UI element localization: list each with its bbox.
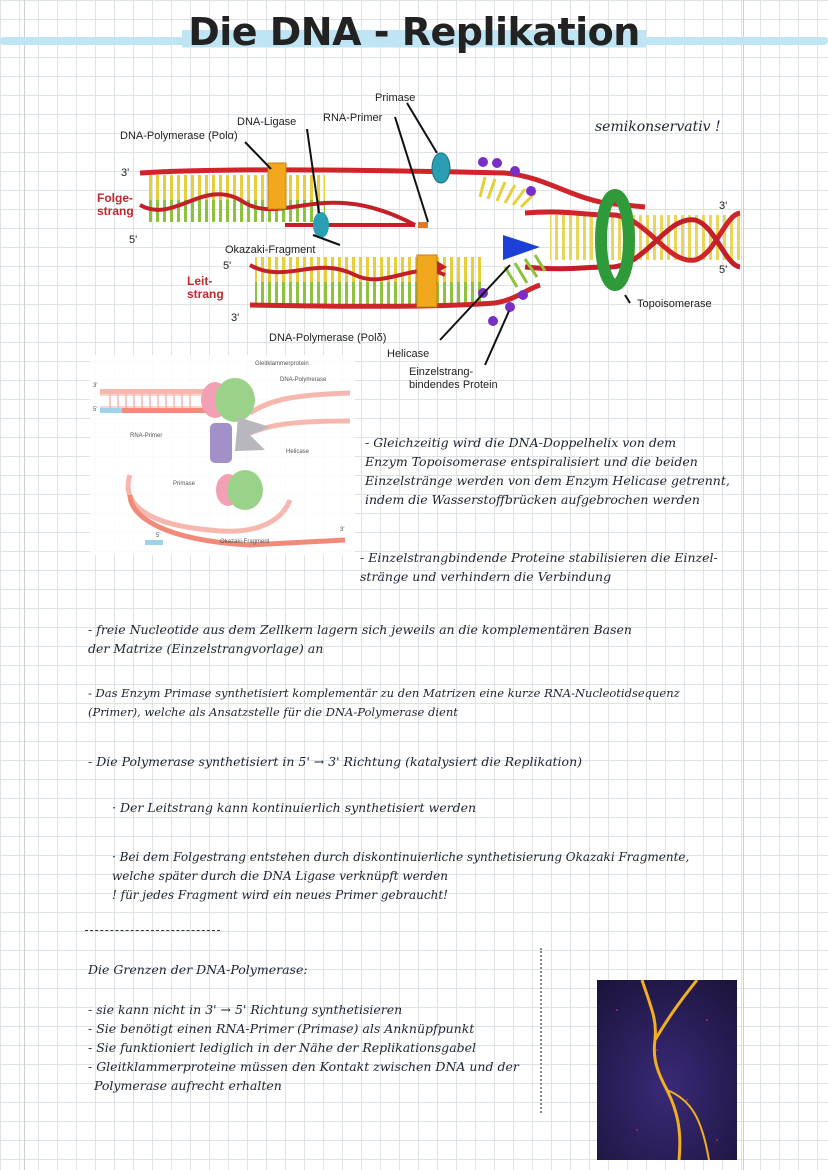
small-label-5prime-top: 5' (93, 407, 98, 413)
replication-schematic (90, 355, 355, 555)
polymerase-top (215, 378, 255, 422)
small-label-5prime-bottom: 5' (156, 533, 161, 539)
note-primase (88, 684, 738, 722)
label-dna-ligase: DNA-Ligase (237, 116, 297, 128)
small-label-3prime-top: 3' (93, 383, 98, 389)
rna-primer-mark (418, 222, 428, 228)
label-topoisomerase: Topoisomerase (637, 298, 712, 310)
note-lagging-strand (112, 848, 742, 905)
note-line: · Bei dem Folgestrang entstehen durch diskontinuierliche synthetisierung Okazaki Fragmente, (112, 850, 690, 864)
label-polymerase-delta: DNA-Polymerase (Polδ) (269, 332, 387, 344)
note-leading-strand (112, 798, 712, 817)
limits-item: Polymerase aufrecht erhalten (94, 1078, 282, 1093)
note-line: stränge und verhindern die Verbindung (360, 569, 612, 584)
limits-list (88, 1000, 538, 1095)
label-folge: Folge- (97, 191, 133, 205)
note-line: Einzelstränge werden von dem Enzym Helicase getrennt, (365, 473, 730, 488)
margin-line-left (24, 0, 25, 1170)
section-divider (85, 930, 220, 931)
label-folge-strang: strang (97, 204, 134, 218)
label-helicase: Helicase (387, 348, 430, 360)
label-leit-strang: strang (187, 287, 224, 301)
label-lagging-5prime: 5' (129, 234, 138, 246)
note-line: indem die Wasserstoffbrücken aufgebrochen werden (365, 492, 700, 507)
polymerase-delta-shape (417, 255, 437, 307)
label-polymerase-alpha: DNA-Polymerase (Polα) (120, 130, 238, 142)
label-leit: Leit- (187, 274, 213, 288)
note-line: welche später durch die DNA Ligase verknüpft werden (112, 869, 448, 883)
label-rna-primer: RNA-Primer (323, 112, 383, 124)
label-leading-3prime: 3' (231, 312, 240, 324)
note-line: · Der Leitstrang kann kontinuierlich synthetisiert werden (112, 800, 477, 815)
leading-bases-green (255, 282, 485, 304)
small-label-helicase: Helicase (286, 449, 310, 455)
small-label-gleitklammer: Gleitklammerprotein (255, 361, 309, 367)
column-divider (540, 948, 542, 1113)
note-nucleotides (88, 620, 738, 658)
note-polymerase-direction (88, 752, 738, 771)
primase-shape (432, 153, 450, 183)
note-line: Enzym Topoisomerase entspiralisiert und die beiden (365, 454, 698, 469)
small-label-rna-primer: RNA-Primer (130, 433, 163, 439)
leading-single-strand-bases (505, 255, 545, 287)
label-parent-3prime: 3' (719, 200, 728, 212)
label-leading-5prime: 5' (223, 260, 232, 272)
polymerase-bottom (227, 470, 263, 510)
note-line: (Primer), welche als Ansatzstelle für die DNA-Polymerase dient (88, 705, 458, 719)
label-ssb-line2: bindendes Protein (409, 379, 498, 391)
small-label-okazaki: Okazaki-Fragment (220, 539, 270, 545)
label-parent-5prime: 5' (719, 264, 728, 276)
replication-fork-diagram (85, 85, 745, 395)
dna-ligase-shape (313, 212, 329, 238)
limits-heading: Die Grenzen der DNA-Polymerase: (88, 962, 308, 977)
note-line: - Einzelstrangbindende Proteine stabilisieren die Einzel- (360, 550, 718, 565)
lagging-bases-green (145, 200, 325, 222)
label-okazaki-fragment: Okazaki-Fragment (225, 244, 316, 256)
primase-shape-small (210, 423, 232, 463)
small-label-primase: Primase (173, 481, 196, 487)
limits-item: - sie kann nicht in 3' → 5' Richtung synthetisieren (88, 1002, 403, 1017)
note-line: - Gleichzeitig wird die DNA-Doppelhelix von dem (365, 435, 677, 450)
note-topoisomerase-helicase (365, 433, 735, 509)
note-ssb (360, 548, 740, 586)
polymerase-alpha-shape (268, 163, 286, 209)
note-line: der Matrize (Einzelstrangvorlage) an (88, 641, 324, 656)
note-line: - freie Nucleotide aus dem Zellkern lagern sich jeweils an die komplementären Basen (88, 622, 632, 637)
dna-fibre-photo (597, 980, 737, 1160)
side-note: semikonservativ ! (595, 119, 721, 135)
label-lagging-3prime: 3' (121, 167, 130, 179)
label-ssb-line1: Einzelstrang- (409, 366, 474, 378)
note-line: - Das Enzym Primase synthetisiert komplementär zu den Matrizen eine kurze RNA-Nucleotidsequenz (88, 686, 680, 700)
small-label-3prime-bottom: 3' (340, 527, 345, 533)
limits-item: - Gleitklammerproteine müssen den Kontakt zwischen DNA und der (88, 1059, 519, 1074)
note-line: ! für jedes Fragment wird ein neues Primer gebraucht! (112, 888, 448, 902)
page-title: Die DNA - Replikation (0, 10, 828, 54)
note-line: - Die Polymerase synthetisiert in 5' → 3' Richtung (katalysiert die Replikation) (88, 754, 582, 769)
limits-item: - Sie funktioniert lediglich in der Nähe der Replikationsgabel (88, 1040, 477, 1055)
limits-item: - Sie benötigt einen RNA-Primer (Primase) als Anknüpfpunkt (88, 1021, 475, 1036)
label-primase: Primase (375, 92, 416, 104)
small-label-polymerase: DNA-Polymerase (280, 377, 327, 383)
